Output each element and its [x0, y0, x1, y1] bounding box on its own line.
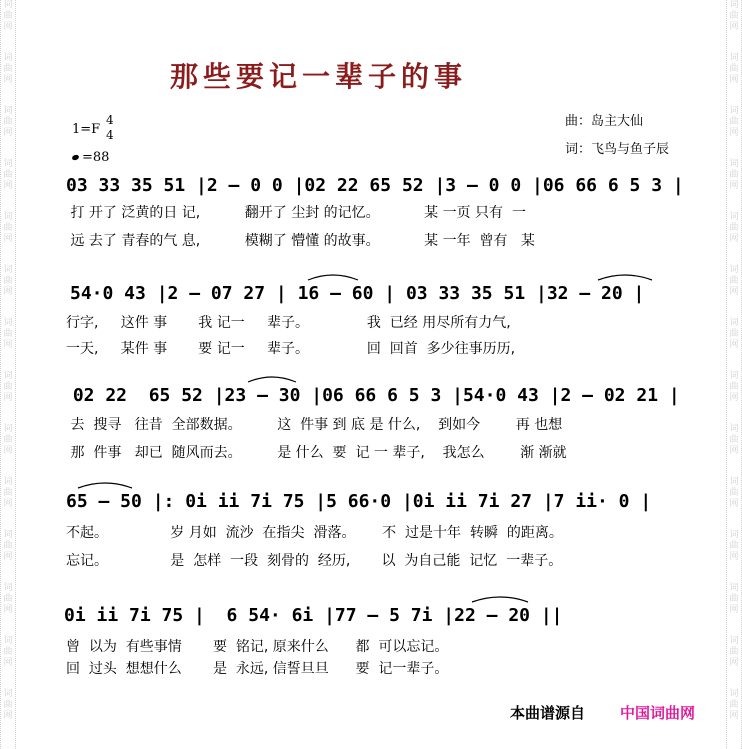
tempo-marking [72, 150, 109, 165]
slur-arc [78, 483, 132, 488]
lyric-line-4b: 忘记。 是 怎样 一段 刻骨的 经历, 以 为自己能 记忆 一辈子。 [66, 553, 563, 569]
notation-line-3: 02 22 65 52 |23 – 30 |06 66 6 5 3 |54·0 43 |2 – 02 21 | [62, 385, 680, 406]
key-signature: 1=F [72, 122, 101, 137]
lyric-line-3b: 那 件事 却已 随风而去。 是 什么 要 记 一 辈子, 我怎么 渐 渐就 [66, 445, 567, 461]
notation-line-2: 54·0 43 |2 – 07 27 | 16 – 60 | 03 33 35 51 |32 – 20 | [70, 283, 645, 304]
time-signature [106, 113, 114, 143]
notation-line-4: 65 – 50 |: 0i ii 7i 75 |5 66·0 |0i ii 7i 27 |7 ii· 0 | [66, 491, 652, 512]
lyric-line-3a: 去 搜寻 往昔 全部数据。 这 件事 到 底 是 什么, 到如今 再 也想 [66, 417, 563, 433]
lyricist-credit: 词：飞鸟与鱼子辰 [565, 142, 670, 157]
slur-arc [308, 275, 358, 280]
slur-arc [472, 597, 528, 602]
time-signature-top: 4 [106, 113, 114, 127]
lyric-line-2b: 一天, 某件 事 要 记一 辈子。 回 回首 多少往事历历, [66, 341, 516, 357]
notation-line-5: 0i ii 7i 75 | 6 54· 6i |77 – 5 7i |22 – 20 || [64, 605, 563, 626]
notation-line-1: 03 33 35 51 |2 – 0 0 |02 22 65 52 |3 – 0 0 |06 66 6 5 3 | [66, 175, 684, 196]
lyric-line-5b: 回 过头 想想什么 是 永远, 信誓旦旦 要 记一辈子。 [66, 661, 449, 677]
footer-source: 本曲谱源自 [510, 704, 586, 722]
lyric-line-2a: 行字, 这件 事 我 记一 辈子。 我 已经 用尽所有力气, [66, 315, 511, 331]
lyric-line-1a: 打 开了 泛黄的日 记, 翻开了 尘封 的记忆。 某 一页 只有 一 [66, 205, 526, 221]
tempo-value: =88 [82, 150, 110, 165]
composer-credit: 曲：岛主大仙 [565, 114, 644, 129]
lyric-line-4a: 不起。 岁 月如 流沙 在指尖 滑落。 不 过是十年 转瞬 的距离。 [66, 525, 563, 541]
side-watermark-left: 词 曲 网 词 曲 网 词 曲 网 词 曲 网 词 曲 网 词 曲 网 词 曲 网 词 曲 网 词 曲 网 词 曲 网 词 曲 网 词 曲 网 词 曲 网 词 曲 网 [0, 0, 16, 749]
slur-arc [598, 275, 652, 280]
song-title: 那些要记一辈子的事 [170, 60, 468, 93]
lyric-line-5a: 曾 以为 有些事情 要 铭记, 原来什么 都 可以忘记。 [66, 639, 449, 655]
lyric-line-1b: 远 去了 青春的气 息, 模糊了 懵懂 的故事。 某 一年 曾有 某 [66, 233, 535, 249]
time-signature-bottom: 4 [106, 128, 114, 142]
quarter-note-icon [71, 154, 79, 161]
footer-site: 中国词曲网 [620, 704, 696, 722]
slur-arc [248, 377, 296, 382]
side-watermark-right: 词 曲 网 词 曲 网 词 曲 网 词 曲 网 词 曲 网 词 曲 网 词 曲 网 词 曲 网 词 曲 网 词 曲 网 词 曲 网 词 曲 网 词 曲 网 词 曲 网 [726, 0, 742, 749]
